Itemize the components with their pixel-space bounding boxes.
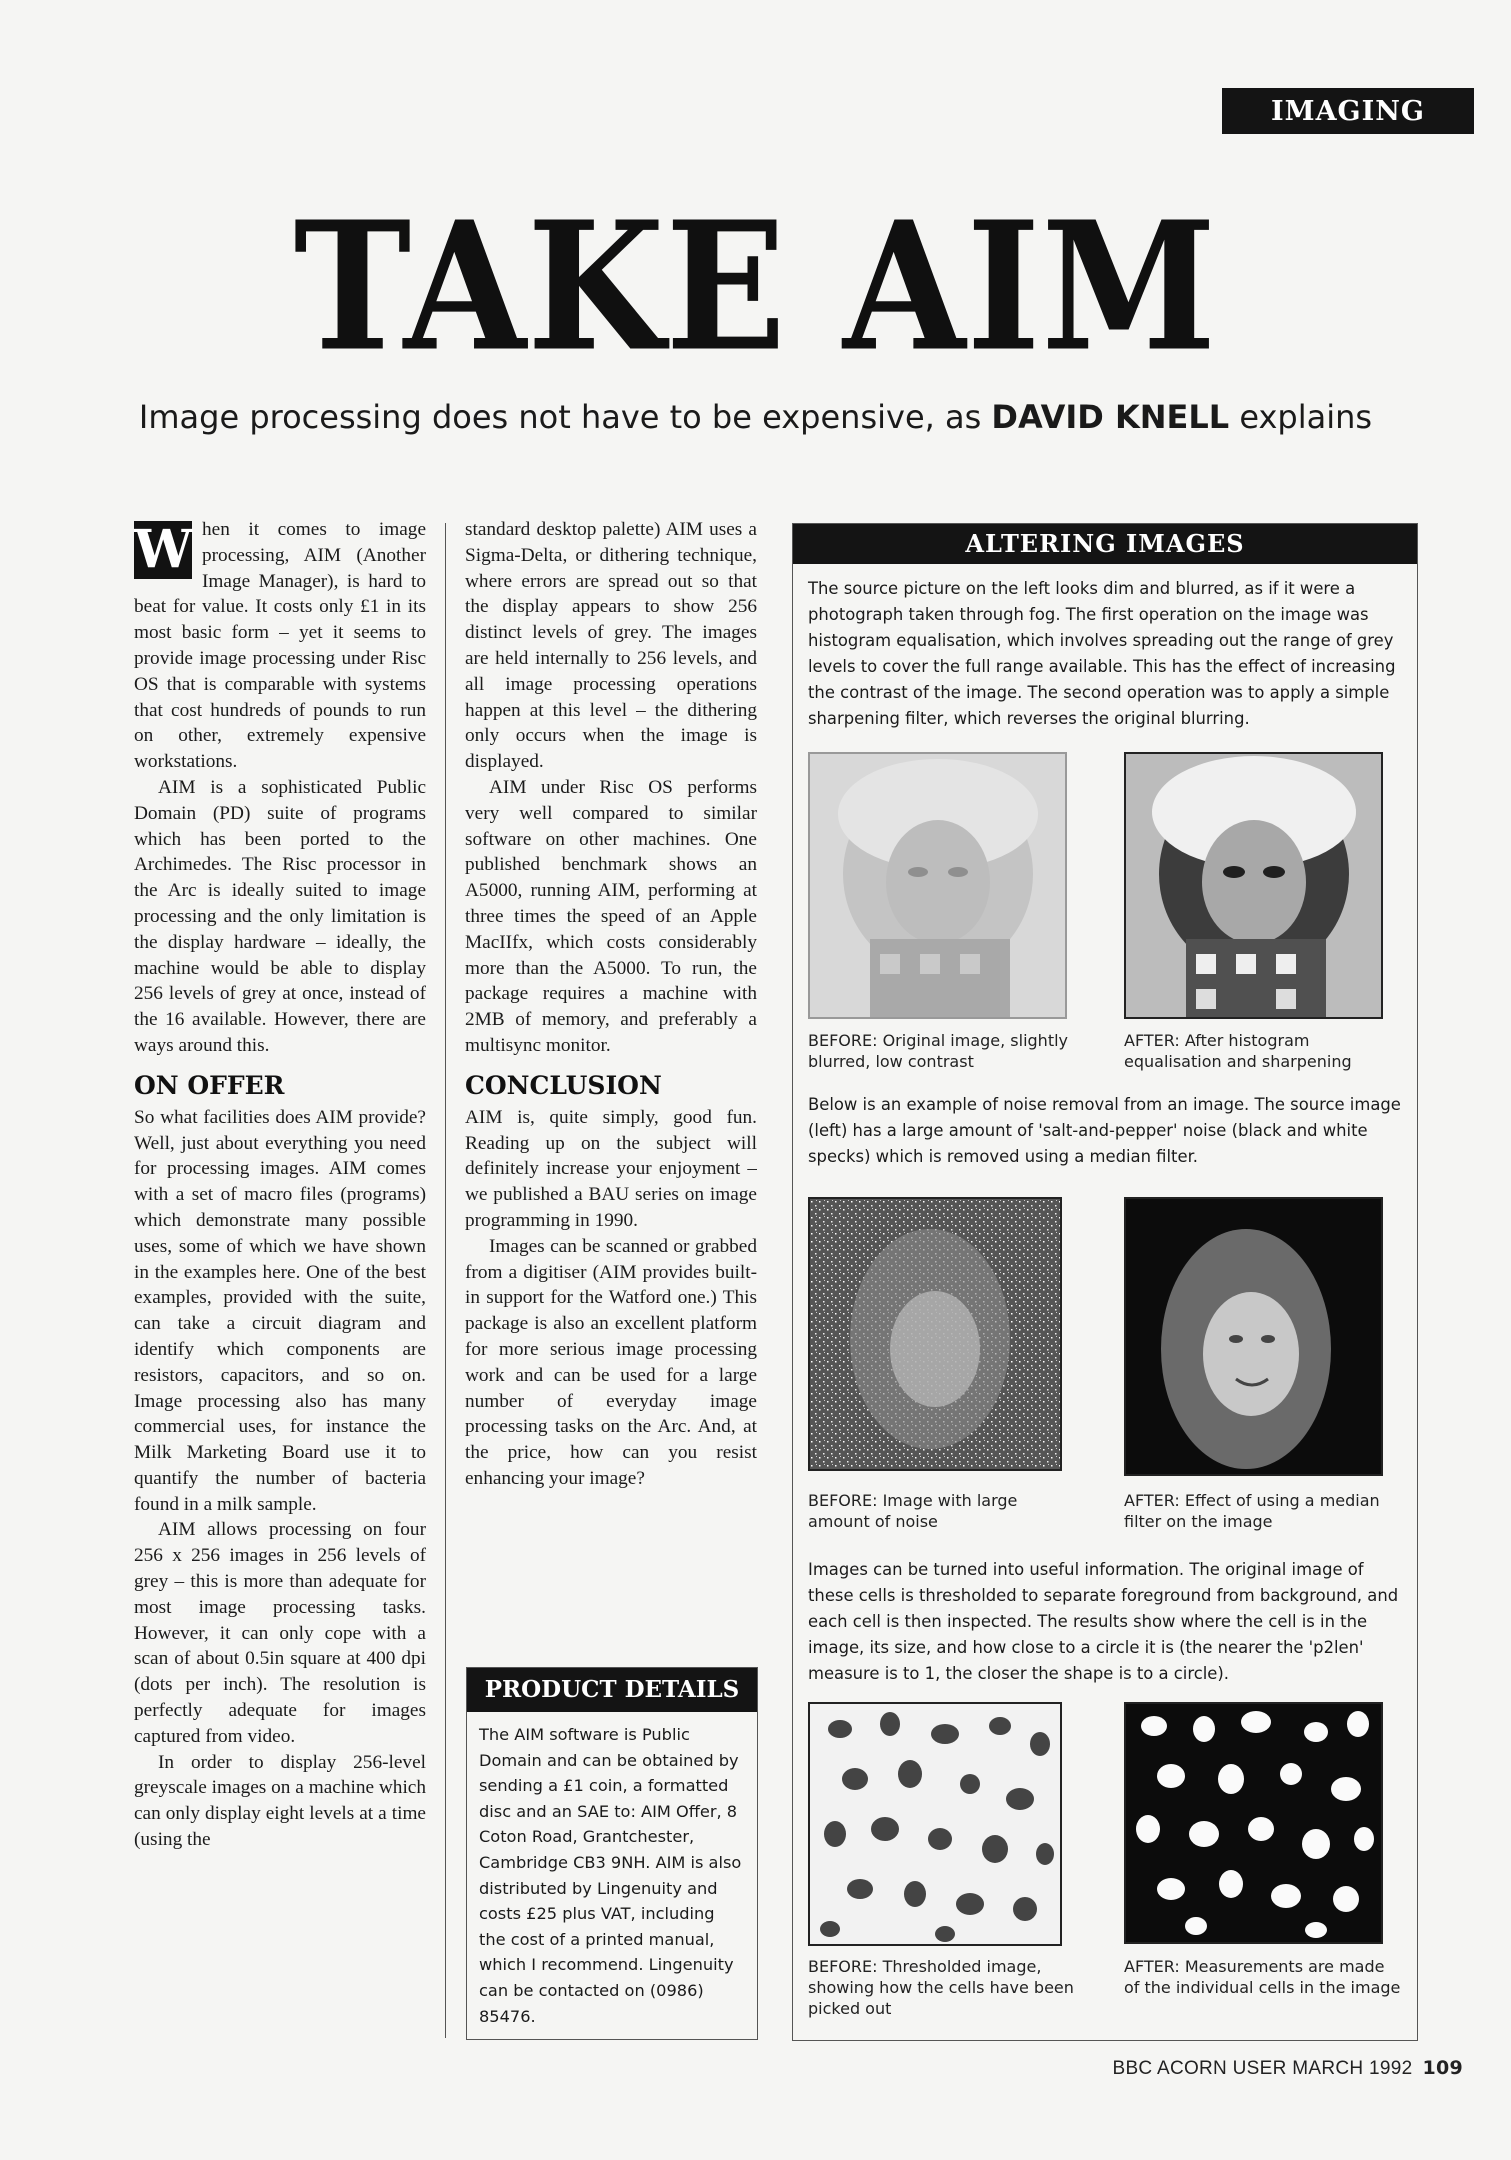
body-paragraph: Images can be scanned or grabbed from a digitiser (AIM provides built-in support for the Watford one.) This package is also an excellent platform for more serious image processing work and can be used for a large number of everyday image processing tasks on the Arc. And, at the price, how can you resist enhancing your image? <box>465 1235 757 1489</box>
caption-before-1: BEFORE: Original image, slightly blurred, low contrast <box>808 1031 1068 1071</box>
caption-after-1: AFTER: After histogram equalisation and sharpening <box>1124 1031 1352 1071</box>
median-filtered-photo <box>1124 1197 1383 1476</box>
article-title: TAKE AIM <box>293 183 1218 392</box>
page-number: 109 <box>1422 2057 1463 2079</box>
caption-before-3: BEFORE: Thresholded image, showing how the cells have been picked out <box>808 1957 1074 2018</box>
before-face-photo <box>808 752 1067 1019</box>
page-footer <box>1112 2057 1463 2080</box>
standfirst <box>0 398 1511 436</box>
column-rule-1 <box>445 523 446 2038</box>
body-paragraph: In order to display 256-level greyscale images on a machine which can only display eight levels at a time (using the <box>134 1751 426 1851</box>
standfirst-tail: explains <box>1239 398 1373 436</box>
noise-intro-text: Below is an example of noise removal from an image. The source image (left) has a large amount of 'salt-and-pepper' noise (black and white specks) which is removed using a median filter. <box>808 1095 1401 1166</box>
subheading-conclusion: CONCLUSION <box>465 1070 662 1100</box>
caption-after-3: AFTER: Measurements are made of the individual cells in the image <box>1124 1957 1401 1997</box>
body-paragraph: AIM under Risc OS performs very well compared to similar software on other machines. One published benchmark shows an A5000, running AIM, performing at three times the speed of an Apple MacIIfx, which costs considerably more than the A5000. To run, the package requires a machine with 2MB of memory, and preferably a multisync monitor. <box>465 776 757 1056</box>
body-paragraph: So what facilities does AIM provide? Well, just about everything you need for processing images. AIM comes with a set of macro files (programs) which demonstrate many possible uses, some of which we have shown in the examples here. One of the best examples, provided with the suite, can take a circuit diagram and identify which components are resistors, capacitors, and so on. Image processing also has many commercial uses, for instance the Milk Marketing Board use it to quantify the number of bacteria found in a milk sample. <box>134 1106 426 1515</box>
drop-cap: W <box>134 519 193 580</box>
product-details-box <box>466 1667 758 2040</box>
after-face-photo <box>1124 752 1383 1019</box>
author-name: DAVID KNELL <box>991 398 1230 436</box>
altering-images-heading: ALTERING IMAGES <box>793 524 1417 564</box>
thresholded-cells-photo <box>808 1702 1062 1946</box>
altering-intro-text: The source picture on the left looks dim and blurred, as if it were a photograph taken through fog. The first operation on the image was histogram equalisation, which involves spreading out the range of grey levels to cover the full range available. This has the effect of increasing the contrast of the image. The second operation was to apply a simple sharpening filter, which reverses the original blurring. <box>808 579 1396 728</box>
standfirst-lead: Image processing does not have to be expensive, as <box>138 398 982 436</box>
product-details-heading: PRODUCT DETAILS <box>467 1668 757 1712</box>
body-paragraph: AIM allows processing on four 256 x 256 images in 256 levels of grey – this is more than adequate for most image processing tasks. However, it can only cope with a scan of about 0.5in square at 400 dpi (dots per inch). The resolution is perfectly adequate for images captured from video. <box>134 1519 426 1747</box>
subheading-on-offer: ON OFFER <box>134 1070 285 1100</box>
caption-before-2: BEFORE: Image with large amount of noise <box>808 1491 1018 1531</box>
product-details-text: The AIM software is Public Domain and can be obtained by sending a £1 coin, a formatted disc and an SAE to: AIM Offer, 8 Coton Road, Grantchester, Cambridge CB3 9NH. AIM is also distributed by Lingenuity and costs £25 plus VAT, including the cost of a printed manual, which I recommend. Lingenuity can be contacted on (0986) 85476. <box>479 1725 742 2026</box>
caption-after-2: AFTER: Effect of using a median filter on the image <box>1124 1491 1380 1531</box>
article-column-1 <box>134 517 426 2042</box>
cells-intro-text: Images can be turned into useful information. The original image of these cells is thresholded to separate foreground from background, and each cell is then inspected. The results show where the cell is in the image, its size, and how close to a circle it is (the nearer the 'p2len' measure is to 1, the closer the shape is to a circle). <box>808 1560 1399 1683</box>
noisy-photo <box>808 1197 1062 1471</box>
article-column-2 <box>465 517 757 1657</box>
publication-line: BBC ACORN USER MARCH 1992 <box>1112 2058 1413 2079</box>
measured-cells-photo <box>1124 1702 1383 1944</box>
body-paragraph: hen it comes to image processing, AIM (Another Image Manager), is hard to beat for value. It costs only £1 in its most basic form – yet it seems to provide image processing under Risc OS that is comparable with systems that cost hundreds of pounds to run on other, extremely expensive workstations. <box>134 519 426 773</box>
section-tag: IMAGING <box>1222 88 1474 134</box>
body-paragraph: AIM is a sophisticated Public Domain (PD) suite of programs which has been ported to the Archimedes. The Risc processor in the Arc is ideally suited to image processing and the only limitation is the display hardware – ideally, the machine would be able to display 256 levels of grey at once, instead of the 16 available. However, there are ways around this. <box>134 776 426 1056</box>
body-paragraph: AIM is, quite simply, good fun. Reading up on the subject will definitely increase your enjoyment – we published a BAU series on image programming in 1990. <box>465 1106 757 1231</box>
body-paragraph: standard desktop palette) AIM uses a Sigma-Delta, or dithering technique, where errors are spread out so that the display appears to show 256 distinct levels of grey. The images are held internally to 256 levels, and all image processing operations happen at this level – the dithering only occurs when the image is displayed. <box>465 519 757 773</box>
